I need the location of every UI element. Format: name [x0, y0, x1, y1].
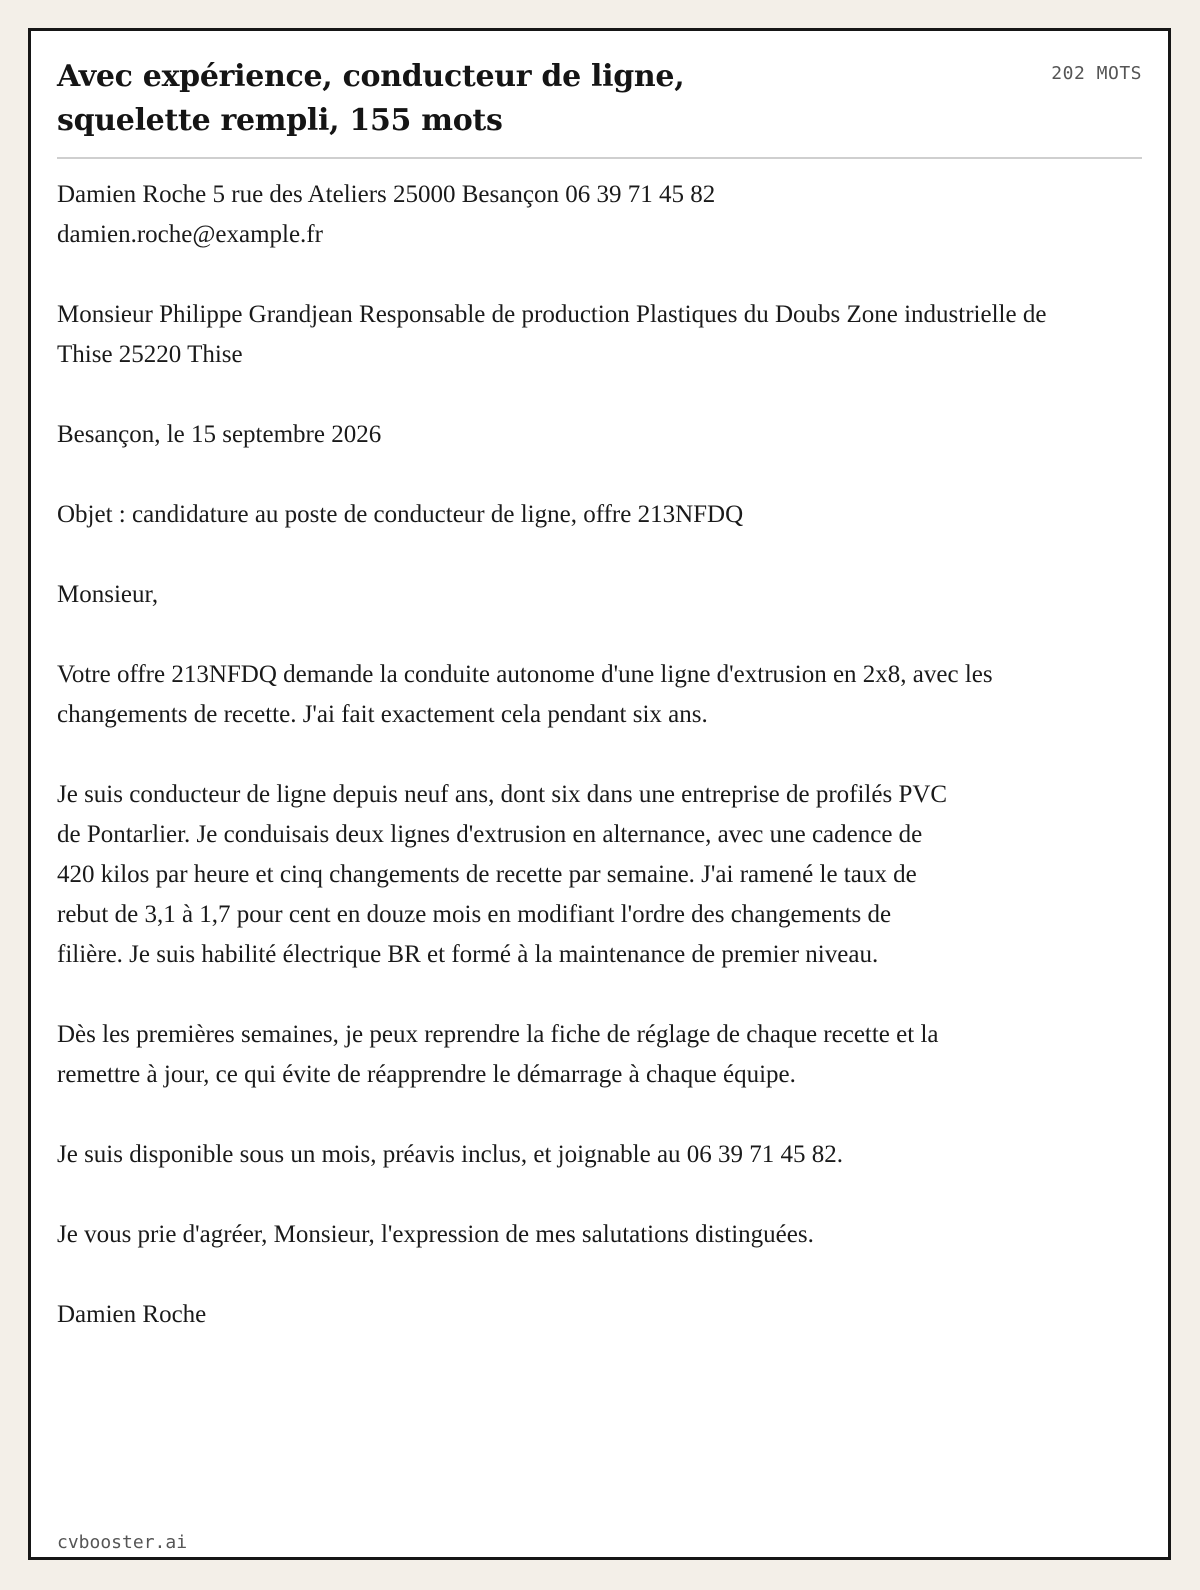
paragraph-experience: Je suis conducteur de ligne depuis neuf ans, dont six dans une entreprise de profilés PVC de Pontarlier. Je conduisais deux lignes d'extrusion en alternance, avec une cadence de 420 kilos par heure et cinq changements de recette par semaine. J'ai ramené le taux de rebut de 3,1 à 1,7 pour cent en douze mois en modifiant l'ordre des changements de filière. Je suis habilité électrique BR et formé à la maintenance de premier niveau. [57, 781, 948, 968]
footer-brand: cvbooster.ai [57, 1532, 188, 1553]
letter-card [28, 28, 1171, 1560]
paragraph-intro: Votre offre 213NFDQ demande la conduite autonome d'une ligne d'extrusion en 2x8, avec les changements de recette. J'ai fait exactement cela pendant six ans. [57, 661, 993, 728]
paragraph-contribution: Dès les premières semaines, je peux reprendre la fiche de réglage de chaque recette et la remettre à jour, ce qui évite de réapprendre le démarrage à chaque équipe. [57, 1021, 939, 1088]
word-count-badge: 202 MOTS [1051, 63, 1142, 84]
letter-header [57, 31, 1142, 159]
letter-date: Besançon, le 15 septembre 2026 [57, 421, 382, 448]
page-title: Avec expérience, conducteur de ligne, squelette rempli, 155 mots [57, 59, 685, 138]
letter-signature: Damien Roche [57, 1301, 207, 1328]
letter-salutation: Monsieur, [57, 581, 159, 608]
letter-body [57, 159, 1142, 1335]
paragraph-availability: Je suis disponible sous un mois, préavis inclus, et joignable au 06 39 71 45 82. [57, 1141, 844, 1168]
sender-block: Damien Roche 5 rue des Ateliers 25000 Besançon 06 39 71 45 82 damien.roche@example.fr [57, 181, 716, 248]
letter-subject: Objet : candidature au poste de conducteur de ligne, offre 213NFDQ [57, 501, 744, 528]
letter-closing: Je vous prie d'agréer, Monsieur, l'expression de mes salutations distinguées. [57, 1221, 814, 1248]
recipient-block: Monsieur Philippe Grandjean Responsable de production Plastiques du Doubs Zone industrielle de Thise 25220 Thise [57, 301, 1047, 368]
